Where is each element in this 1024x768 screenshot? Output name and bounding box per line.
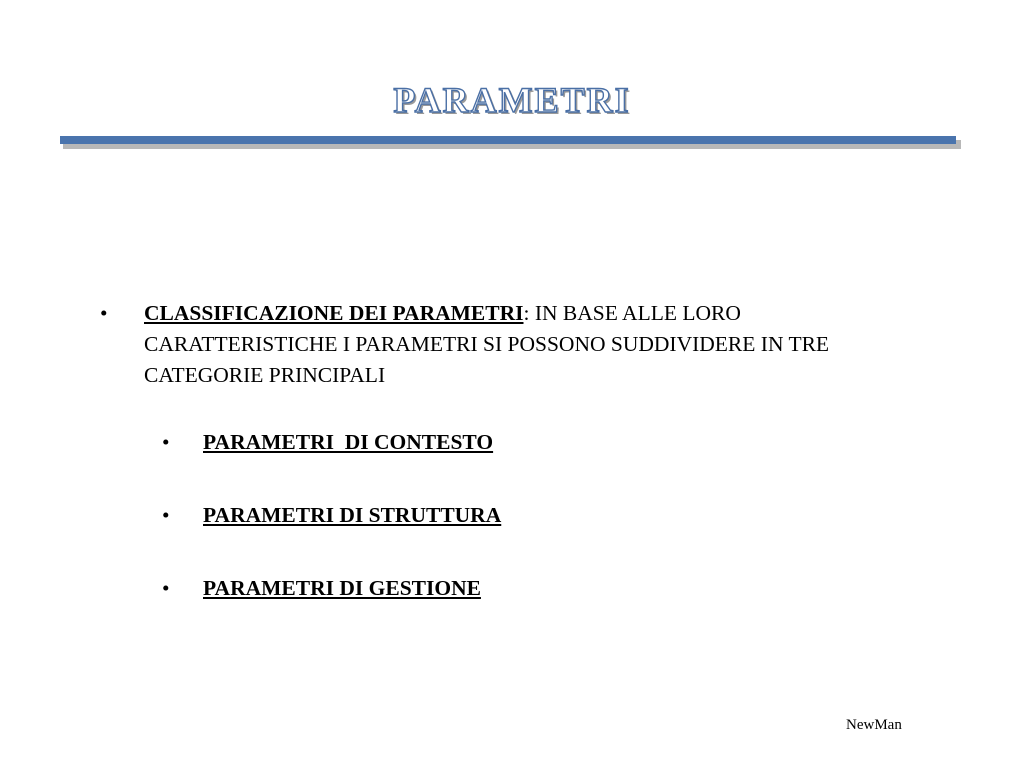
bullet-icon: • bbox=[162, 503, 170, 527]
sub-bullet-label: PARAMETRI DI GESTIONE bbox=[203, 576, 481, 600]
bullet-icon: • bbox=[162, 430, 170, 454]
sub-bullet-label: PARAMETRI DI STRUTTURA bbox=[203, 503, 502, 527]
footer-text: NewMan bbox=[846, 717, 902, 733]
sub-bullet-label: PARAMETRI DI CONTESTO bbox=[203, 430, 494, 454]
bullet-icon: • bbox=[100, 301, 108, 325]
main-bullet-heading: CLASSIFICAZIONE DEI PARAMETRI bbox=[144, 301, 524, 325]
title-rule bbox=[60, 136, 956, 144]
main-bullet-body: : IN BASE ALLE LORO CARATTERISTICHE I PARAMETRI SI POSSONO SUDDIVIDERE IN TRE CATEGORIE PRINCIPALI bbox=[144, 301, 830, 387]
bullet-icon: • bbox=[162, 576, 170, 600]
slide-title: PARAMETRI bbox=[393, 80, 631, 120]
main-bullet-text bbox=[144, 298, 924, 391]
